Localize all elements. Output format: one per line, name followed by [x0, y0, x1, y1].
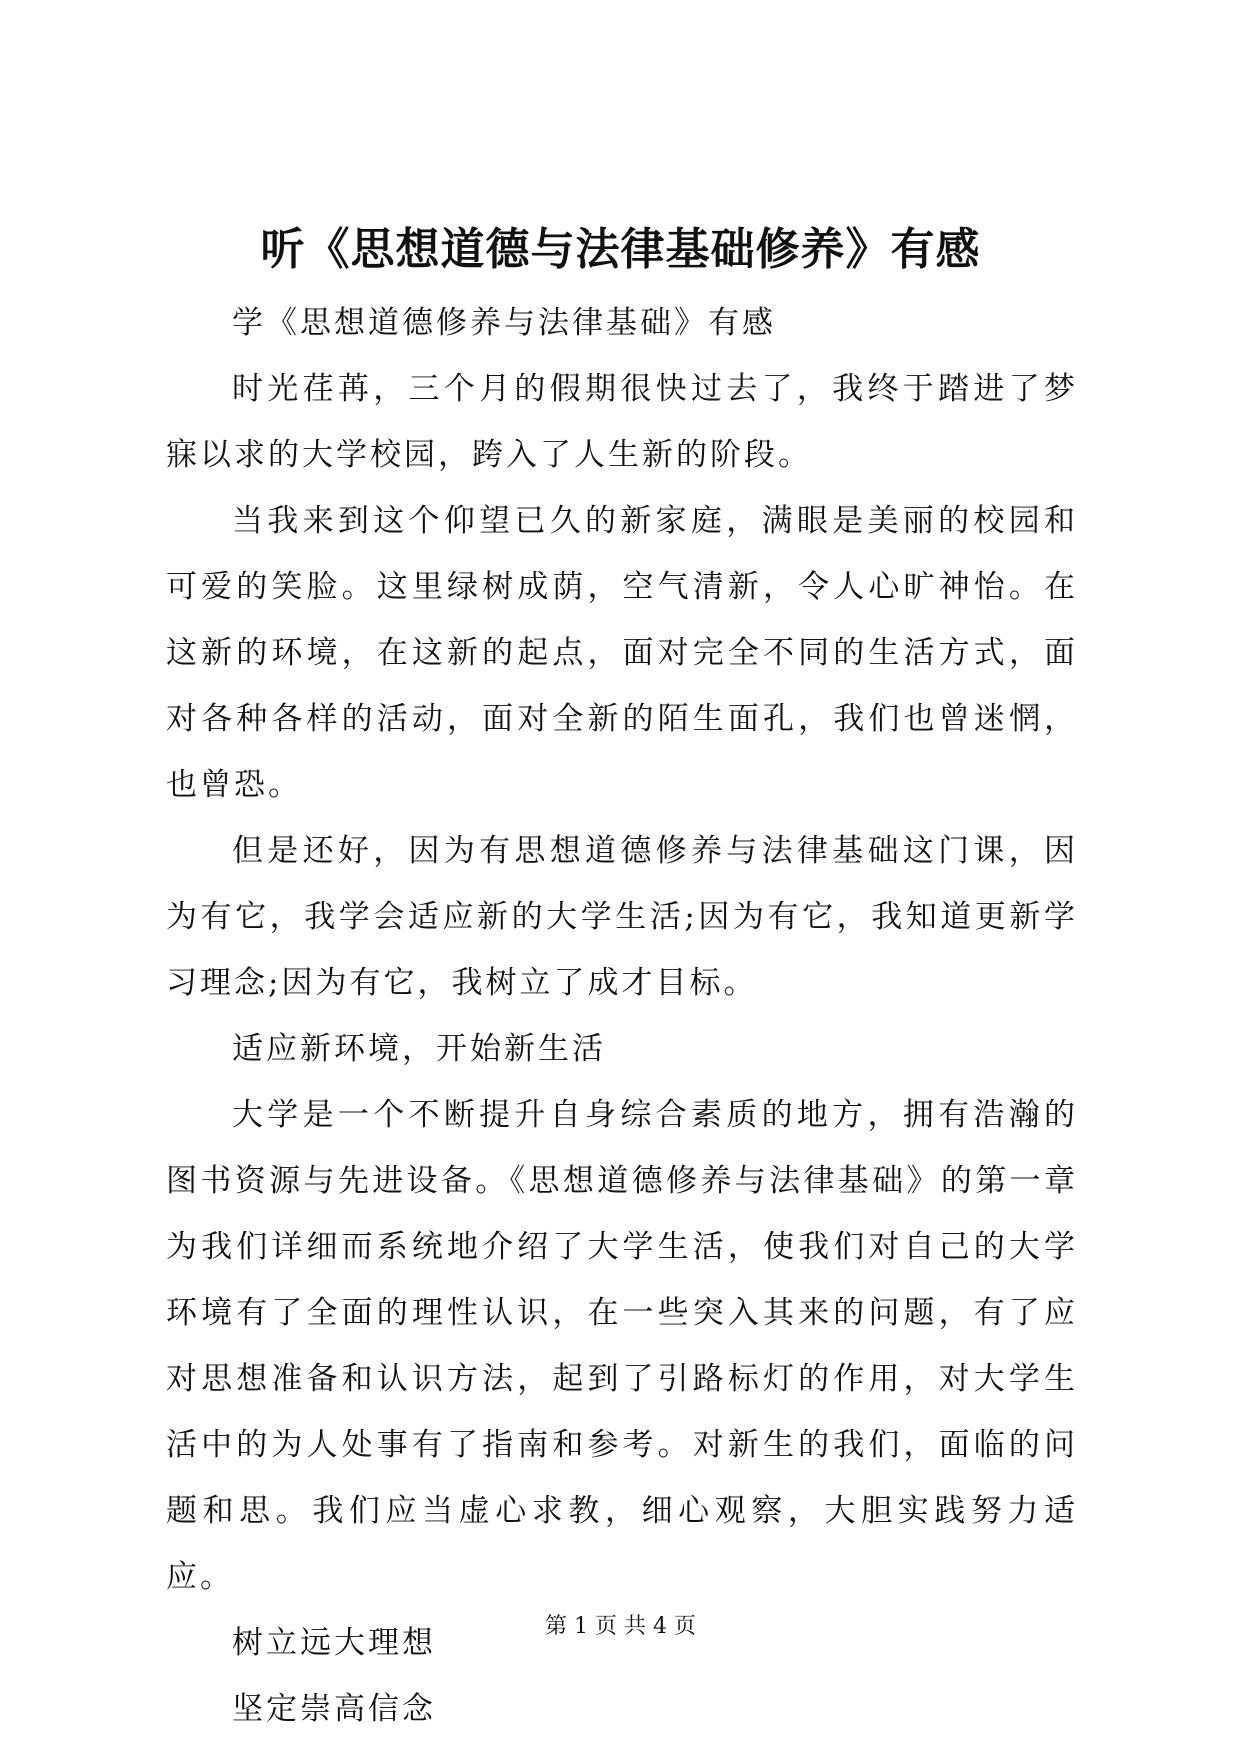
body-paragraph: 学《思想道德修养与法律基础》有感 [232, 305, 776, 341]
body-paragraph: 但是还好，因为有思想道德修养与法律基础这门课，因为有它，我学会适应新的大学生活;因为有它，我知道更新学习理念;因为有它，我树立了成才目标。 [166, 833, 1078, 1001]
section-heading: 适应新环境，开始新生活 [232, 1031, 606, 1067]
body-paragraph: 时光荏苒，三个月的假期很快过去了，我终于踏进了梦寐以求的大学校园，跨入了人生新的阶段。 [166, 371, 1078, 473]
section-heading: 坚定崇高信念 [232, 1691, 436, 1727]
section-heading: 树立远大理想 [232, 1625, 436, 1661]
document-body [166, 290, 1078, 1742]
body-paragraph: 大学是一个不断提升自身综合素质的地方，拥有浩瀚的图书资源与先进设备。《思想道德修养与法律基础》的第一章为我们详细而系统地介绍了大学生活，使我们对自己的大学环境有了全面的理性认识，在一些突入其来的问题，有了应对思想准备和认识方法，起到了引路标灯的作用，对大学生活中的为人处事有了指南和参考。对新生的我们，面临的问题和思。我们应当虚心求教，细心观察，大胆实践努力适应。 [166, 1097, 1078, 1595]
page-footer: 第 1 页 共 4 页 [545, 1614, 696, 1639]
document-title: 听《思想道德与法律基础修养》有感 [260, 224, 981, 275]
body-paragraph: 当我来到这个仰望已久的新家庭，满眼是美丽的校园和可爱的笑脸。这里绿树成荫，空气清新，令人心旷神怡。在这新的环境，在这新的起点，面对完全不同的生活方式，面对各种各样的活动，面对全新的陌生面孔，我们也曾迷惘，也曾恐。 [166, 503, 1078, 803]
